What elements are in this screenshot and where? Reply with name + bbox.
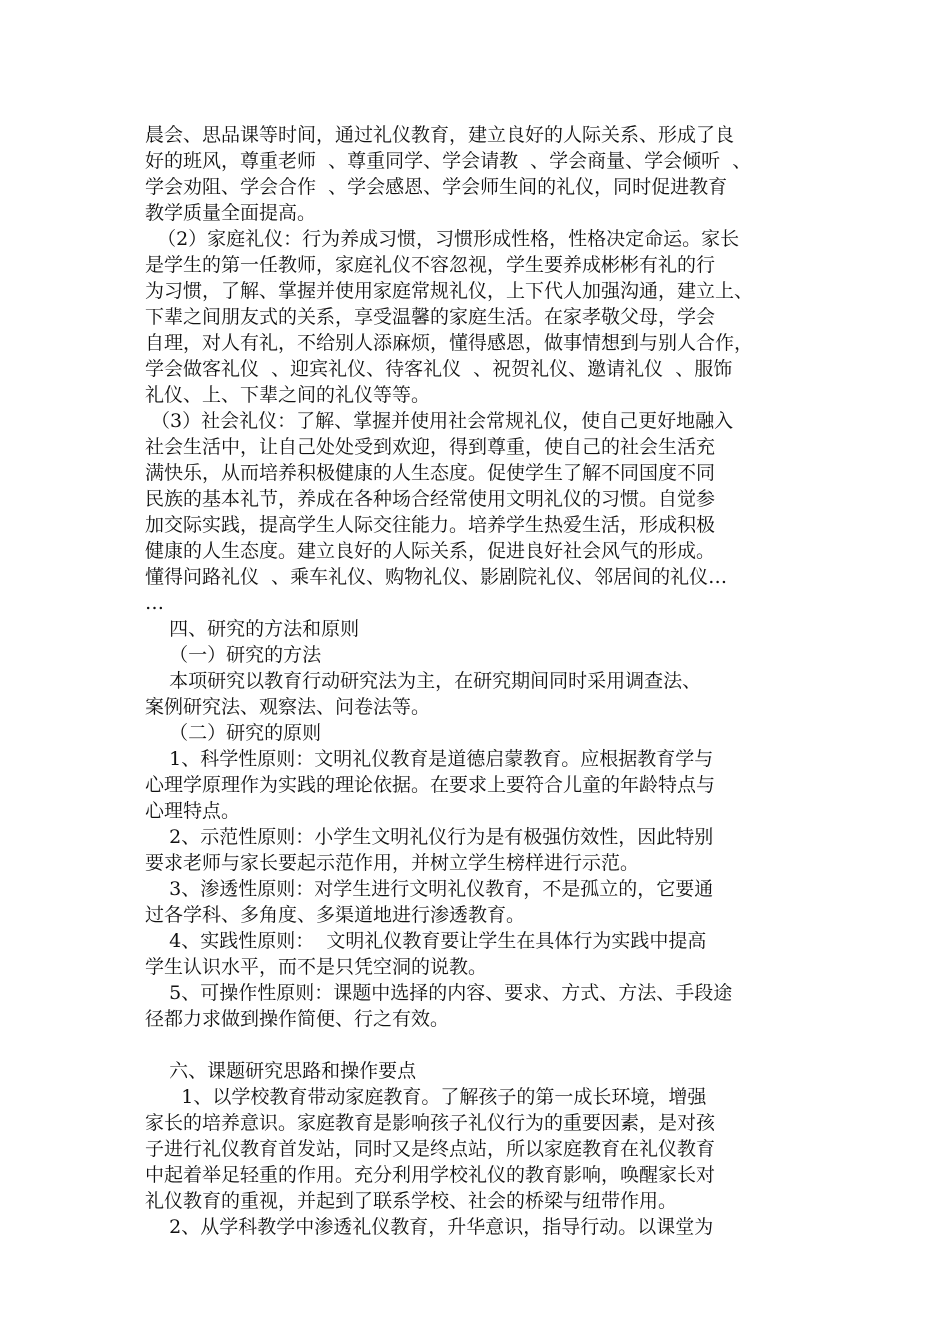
text-line: （3）社会礼仪：了解、掌握并使用社会常规礼仪，使自己更好地融入 xyxy=(145,410,734,432)
text-line: 学会劝阻、学会合作 、学会感恩、学会师生间的礼仪，同时促进教育 xyxy=(145,176,728,198)
text-line: 学生认识水平，而不是只凭空洞的说教。 xyxy=(145,956,488,978)
text-line: 好的班风，尊重老师 、尊重同学、学会请教 、学会商量、学会倾听 、 xyxy=(145,150,752,172)
text-line: 2、从学科教学中渗透礼仪教育，升华意识，指导行动。以课堂为 xyxy=(145,1216,714,1238)
text-line: 为习惯，了解、掌握并使用家庭常规礼仪，上下代人加强沟通，建立上、 xyxy=(145,280,754,302)
text-line: 晨会、思品课等时间，通过礼仪教育，建立良好的人际关系、形成了良 xyxy=(145,124,735,146)
text-line: 是学生的第一任教师，家庭礼仪不容忽视，学生要养成彬彬有礼的行 xyxy=(145,254,716,276)
subsection-heading: （二）研究的原则 xyxy=(145,722,322,744)
text-line: 本项研究以教育行动研究法为主，在研究期间同时采用调查法、 xyxy=(145,670,702,692)
text-line: 加交际实践，提高学生人际交往能力。培养学生热爱生活，形成积极 xyxy=(145,514,716,536)
text-line: 1、以学校教育带动家庭教育。了解孩子的第一成长环境，增强 xyxy=(145,1086,707,1108)
text-line: 懂得问路礼仪 、乘车礼仪、购物礼仪、影剧院礼仪、邻居间的礼仪… xyxy=(145,566,728,588)
text-line: 社会生活中，让自己处处受到欢迎，得到尊重，使自己的社会生活充 xyxy=(145,436,716,458)
text-line: 教学质量全面提高。 xyxy=(145,202,317,224)
text-line: 心理特点。 xyxy=(145,800,241,822)
text-line: 家长的培养意识。家庭教育是影响孩子礼仪行为的重要因素，是对孩 xyxy=(145,1112,716,1134)
text-line: 下辈之间朋友式的关系，享受温馨的家庭生活。在家孝敬父母，学会 xyxy=(145,306,716,328)
text-line: 中起着举足轻重的作用。充分利用学校礼仪的教育影响，唤醒家长对 xyxy=(145,1164,716,1186)
text-line: 满快乐，从而培养积极健康的人生态度。促使学生了解不同国度不同 xyxy=(145,462,716,484)
text-line: … xyxy=(145,592,164,614)
text-line: 1、科学性原则：文明礼仪教育是道德启蒙教育。应根据教育学与 xyxy=(145,748,714,770)
text-line: （2）家庭礼仪：行为养成习惯，习惯形成性格，性格决定命运。家长 xyxy=(145,228,740,250)
text-line: 心理学原理作为实践的理论依据。在要求上要符合儿童的年龄特点与 xyxy=(145,774,716,796)
text-line: 民族的基本礼节，养成在各种场合经常使用文明礼仪的习惯。自觉参 xyxy=(145,488,716,510)
text-line: 礼仪教育的重视，并起到了联系学校、社会的桥梁与纽带作用。 xyxy=(145,1190,678,1212)
text-line: 4、实践性原则： 文明礼仪教育要让学生在具体行为实践中提高 xyxy=(145,930,707,952)
text-line: 3、渗透性原则：对学生进行文明礼仪教育，不是孤立的，它要通 xyxy=(145,878,714,900)
text-line: 过各学科、多角度、多渠道地进行渗透教育。 xyxy=(145,904,526,926)
text-line: 5、可操作性原则：课题中选择的内容、要求、方式、方法、手段途 xyxy=(145,982,733,1004)
text-line: 健康的人生态度。建立良好的人际关系，促进良好社会风气的形成。 xyxy=(145,540,716,562)
text-line: 礼仪、上、下辈之间的礼仪等等。 xyxy=(145,384,431,406)
section-heading: 六、课题研究思路和操作要点 xyxy=(145,1060,417,1082)
subsection-heading: （一）研究的方法 xyxy=(145,644,322,666)
text-line: 径都力求做到操作简便、行之有效。 xyxy=(145,1008,450,1030)
text-line: 子进行礼仪教育首发站，同时又是终点站，所以家庭教育在礼仪教育 xyxy=(145,1138,716,1160)
text-line: 自理，对人有礼，不给别人添麻烦，懂得感恩，做事情想到与别人合作， xyxy=(145,332,754,354)
section-heading: 四、研究的方法和原则 xyxy=(145,618,360,640)
text-line: 2、示范性原则：小学生文明礼仪行为是有极强仿效性，因此特别 xyxy=(145,826,714,848)
text-line: 学会做客礼仪 、迎宾礼仪、待客礼仪 、祝贺礼仪、邀请礼仪 、服饰 xyxy=(145,358,733,380)
text-line: 案例研究法、观察法、问卷法等。 xyxy=(145,696,431,718)
text-line: 要求老师与家长要起示范作用，并树立学生榜样进行示范。 xyxy=(145,852,640,874)
